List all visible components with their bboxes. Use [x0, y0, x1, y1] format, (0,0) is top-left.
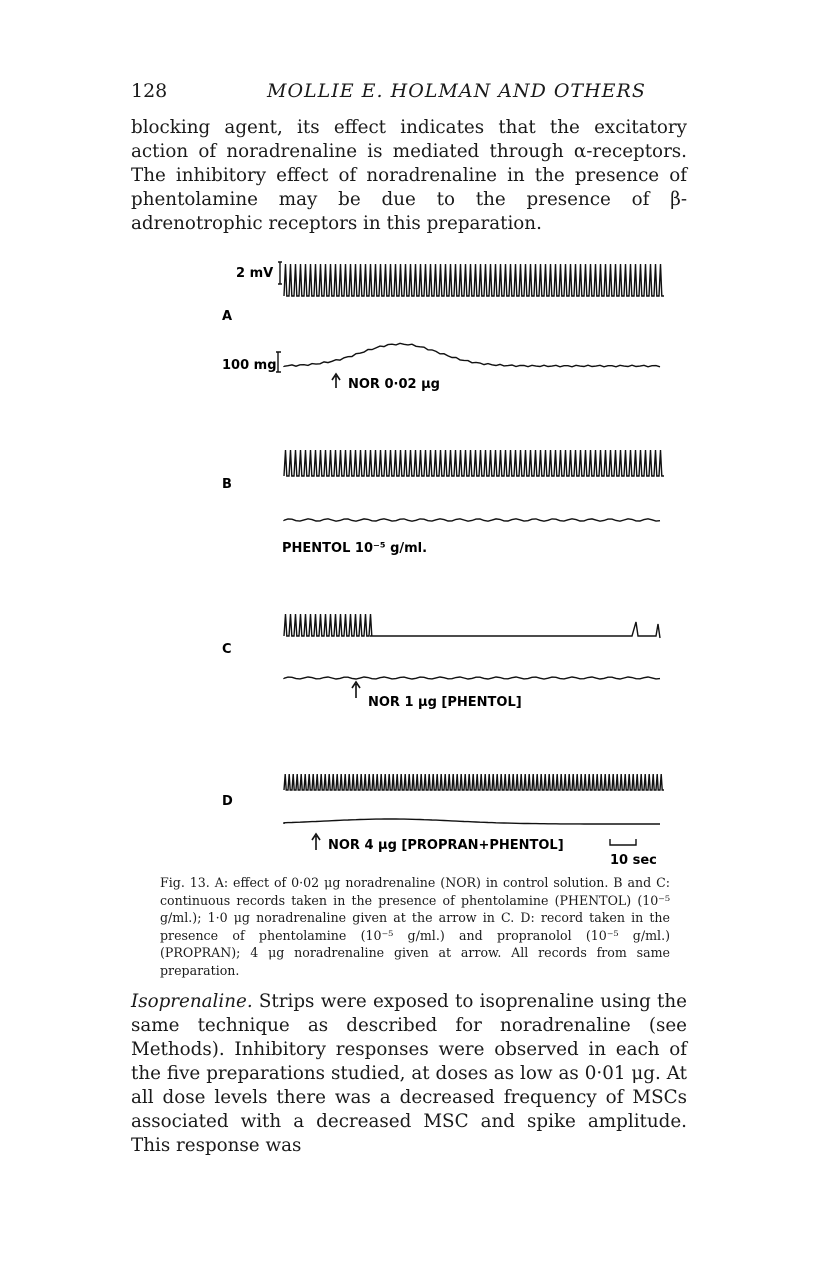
section-lead: Isoprenaline.	[131, 991, 253, 1012]
panel-d-annotation: NOR 4 μg [PROPRAN+PHENTOL]	[328, 838, 564, 853]
page-number: 128	[131, 80, 168, 102]
panel-c-annotation: NOR 1 μg [PHENTOL]	[368, 695, 522, 710]
panel-c-label: C	[222, 642, 232, 657]
panel-b-label: B	[222, 477, 232, 492]
time-scale-label: 10 sec	[610, 853, 657, 868]
running-head: MOLLIE E. HOLMAN AND OTHERS	[267, 80, 646, 102]
panel-b-tension-trace	[284, 519, 660, 521]
panel-b-annotation: PHENTOL 10⁻⁵ g/ml.	[282, 541, 428, 556]
panel-d-tension-trace	[284, 819, 660, 824]
body-paragraph-2	[131, 990, 687, 1158]
panel-a-label: A	[222, 309, 233, 324]
panel-a-voltage-scale: 2 mV	[236, 266, 274, 281]
page-header	[131, 80, 691, 108]
panel-c-electrical-trace	[284, 614, 660, 638]
panel-b-electrical-trace	[284, 450, 664, 476]
paragraph-2-text: Strips were exposed to isoprenaline using the same technique as described for noradrenaline (see Methods). Inhibitory responses were observed in each of the five preparations studied, at doses as low as 0·01 μg. At all dose levels there was a decreased frequency of MSCs associated with a decreased MSC and spike amplitude. This response was	[131, 991, 687, 1156]
panel-d-label: D	[222, 794, 233, 809]
caption-label: Fig. 13.	[160, 875, 210, 890]
figure-traces	[200, 238, 690, 868]
caption-text: A: effect of 0·02 μg noradrenaline (NOR) in control solution. B and C: continuous records taken in the presence of phentolamine (PHENTOL) (10⁻⁵ g/ml.); 1·0 μg noradrenaline given at the arrow in C. D: record taken in the presence of phentolamine (10⁻⁵ g/ml.) and propranolol (10⁻⁵ g/ml.) (PROPRAN); 4 μg noradrenaline given at arrow. All records from same preparation.	[160, 875, 670, 978]
panel-c-tension-trace	[284, 677, 660, 679]
panel-a-annotation: NOR 0·02 μg	[348, 377, 440, 392]
panel-a-tension-scale: 100 mg	[222, 358, 277, 373]
panel-d-arrow	[312, 834, 320, 850]
time-scale-bar	[610, 839, 636, 845]
body-paragraph-1: blocking agent, its effect indicates that the excitatory action of noradrenaline is mediated through α-receptors. The inhibitory effect of noradrenaline in the presence of phentolamine may be due to the presence of β-adrenotrophic receptors in this preparation.	[131, 117, 687, 234]
panel-d-electrical-trace	[284, 774, 664, 790]
figure-caption	[160, 874, 670, 979]
figure-13	[200, 238, 690, 868]
panel-c-arrow	[352, 682, 360, 698]
panel-a-tension-trace	[284, 343, 660, 367]
panel-a-tension-scale-bar	[276, 352, 281, 372]
panel-a-arrow	[332, 374, 340, 388]
panel-a-electrical-trace	[284, 264, 664, 296]
panel-a-voltage-scale-bar	[278, 262, 282, 284]
